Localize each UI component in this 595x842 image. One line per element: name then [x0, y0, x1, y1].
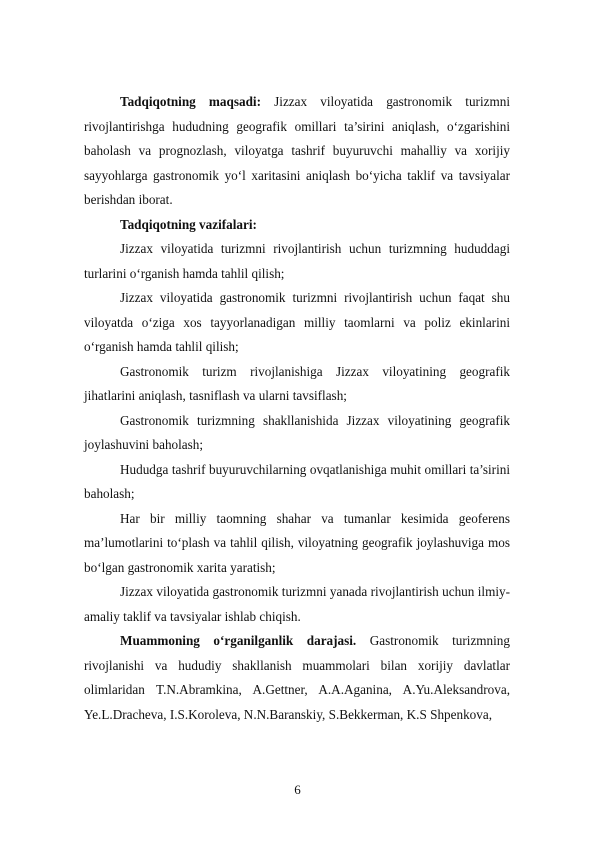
task-item: Gastronomik turizm rivojlanishiga Jizzax viloyatining geografik jihatlarini aniqlash, tasniflash va ularni tavsiflash; — [84, 363, 510, 403]
problem-text: Gastronomik turizmning rivojlanishi va hududiy shakllanish muammolari bilan xorijiy davlatlar olimlaridan T.N.Abramkina, A.Gettner, A.A.Aganina, A.Yu.Aleksandrova, Ye.L.Dracheva, I.S.Koroleva, N.N.Baranskiy, S.Bekkerman, K.S Shpenkova, — [84, 633, 510, 722]
document-body — [84, 90, 510, 727]
task-item: Jizzax viloyatida gastronomik turizmni yanada rivojlantirish uchun ilmiy-amaliy taklif va tavsiyalar ishlab chiqish. — [84, 584, 510, 624]
task-item: Jizzax viloyatida turizmni rivojlantirish uchun turizmning hududdagi turlarini o‘rganish hamda tahlil qilish; — [84, 241, 510, 281]
aim-label: Tadqiqotning maqsadi: — [120, 94, 261, 109]
task-item: Har bir milliy taomning shahar va tumanlar kesimida geoferens ma’lumotlarini to‘plash va tahlil qilish, viloyatning geografik joylashuviga mos bo‘lgan gastronomik xarita yaratish; — [84, 510, 510, 575]
task-item: Jizzax viloyatida gastronomik turizmni rivojlantirish uchun faqat shu viloyatda o‘ziga xos tayyorlanadigan milliy taomlarni va poliz ekinlarini o‘rganish hamda tahlil qilish; — [84, 290, 510, 354]
aim-paragraph — [84, 90, 510, 213]
tasks-heading: Tadqiqotning vazifalari: — [120, 216, 257, 232]
problem-paragraph — [84, 629, 510, 727]
task-item: Hududga tashrif buyuruvchilarning ovqatlanishiga muhit omillari ta’sirini baholash; — [84, 461, 510, 501]
aim-text: Jizzax viloyatida gastronomik turizmni rivojlantirishga hududning geografik omillari ta’sirini aniqlash, o‘zgarishini baholash va prognozlash, viloyatga tashrif buyuruvchi mahalliy va xorijiy sayyohlarga gastronomik yo‘l xaritasini aniqlash bo‘yicha taklif va tavsiyalar berishdan iborat. — [84, 94, 510, 207]
task-item: Gastronomik turizmning shakllanishida Jizzax viloyatining geografik joylashuvini baholash; — [84, 412, 510, 452]
page-number: 6 — [294, 782, 301, 797]
problem-label: Muammoning o‘rganilganlik darajasi. — [120, 633, 357, 648]
